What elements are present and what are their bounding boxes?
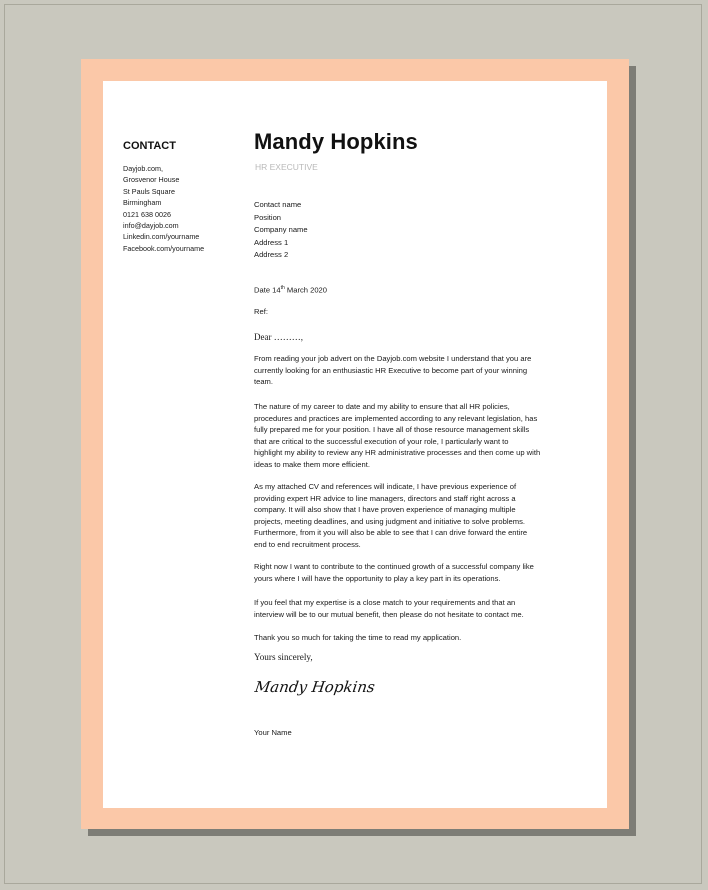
contact-line: Birmingham xyxy=(123,198,162,208)
contact-phone: 0121 638 0026 xyxy=(123,209,171,219)
recipient-address xyxy=(254,199,584,262)
contact-email: info@dayjob.com xyxy=(123,221,179,231)
letter-paragraph: Right now I want to contribute to the continued growth of a successful company like yours where I will have the opportunity to play a key part in its operations. xyxy=(254,562,534,583)
recipient-line: Company name xyxy=(254,225,308,235)
recipient-line: Contact name xyxy=(254,200,302,209)
contact-line: Dayjob.com, xyxy=(123,164,163,173)
letter-paragraph: From reading your job advert on the Dayjob.com website I understand that you are currently looking for an enthusiastic HR Executive to become part of your winning team. xyxy=(254,354,532,387)
signatory-name: Your Name xyxy=(254,728,292,737)
recipient-line: Address 1 xyxy=(254,237,289,247)
contact-line: St Pauls Square xyxy=(123,186,175,196)
contact-line: Grosvenor House xyxy=(123,175,180,185)
contact-linkedin: Linkedin.com/yourname xyxy=(123,232,200,242)
letter-greeting: Dear ………, xyxy=(254,332,303,342)
letter-paragraph: If you feel that my expertise is a close match to your requirements and that an interview will be to our mutual benefit, then please do not hesitate to contact me. xyxy=(254,598,524,619)
applicant-name: Mandy Hopkins xyxy=(254,129,418,154)
recipient-line: Address 2 xyxy=(254,250,289,260)
letter-paragraph: As my attached CV and references will indicate, I have previous experience of providing expert HR advice to line managers, directors and staff right across a company. It will also show that I have proven experience of managing multiple projects, meeting deadlines, and using judgment and initiative to solve problems. Furthermore, from it you will also be able to see that I can drive forward the entire end to end recruitment process. xyxy=(254,482,528,549)
contact-facebook: Facebook.com/yourname xyxy=(123,243,205,253)
cover-letter-page xyxy=(103,81,607,808)
letter-ref: Ref: xyxy=(254,307,268,316)
handwritten-signature: Mandy Hopkins xyxy=(253,678,377,696)
letter-paragraph: The nature of my career to date and my ability to ensure that all HR policies, procedures and practices are implemented according to any relevant legislation, has fully prepared me for your position. I have all of those resource management skills that are critical to the successful execution of your role, I particularly want to highlight my ability to review any HR administrative processes and then come up with ideas to make them more efficient. xyxy=(254,402,541,469)
letter-closing: Yours sincerely, xyxy=(254,652,313,662)
letter-paragraph: Thank you so much for taking the time to read my application. xyxy=(254,633,462,642)
contact-heading: CONTACT xyxy=(123,140,176,152)
applicant-role: HR EXECUTIVE xyxy=(255,162,318,172)
letter-date: Date 14th March 2020 xyxy=(254,285,327,295)
contact-details xyxy=(123,163,204,254)
recipient-line: Position xyxy=(254,212,282,222)
